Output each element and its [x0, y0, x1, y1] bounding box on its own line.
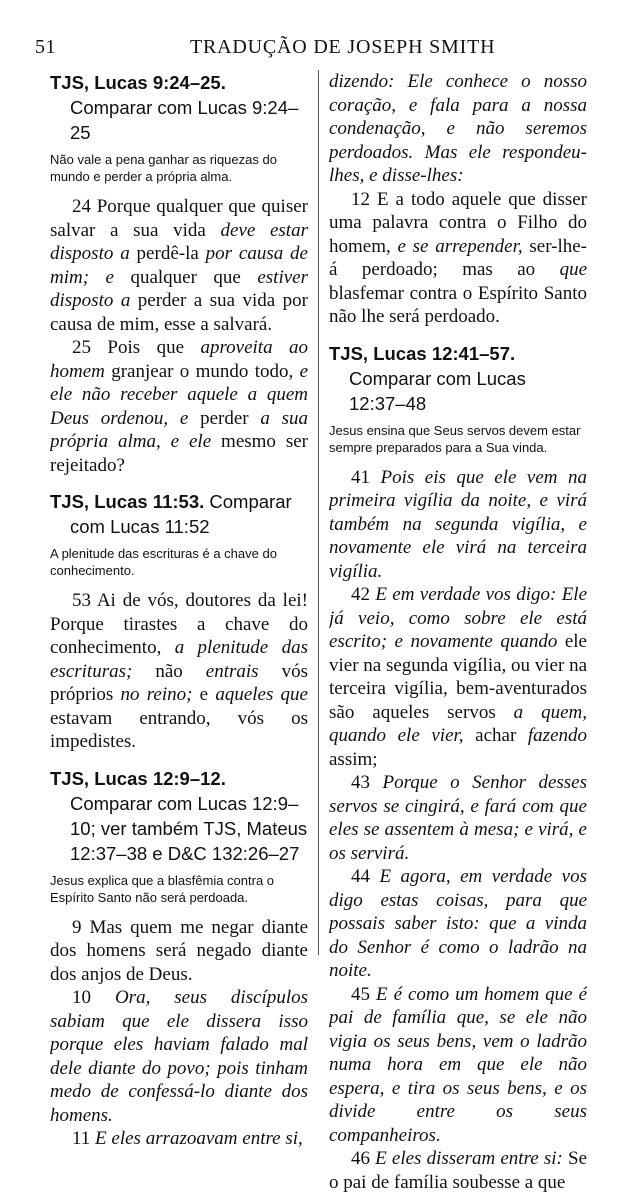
verse-italic-text: e se arrepender, [397, 235, 523, 257]
section-gap [50, 477, 308, 489]
verse-text: perdê-la [129, 243, 206, 264]
section-gap [329, 329, 587, 341]
verse-italic-text: E agora, em verdade vos digo estas coisas, para que possais saber isto: que a vinda do Senhor é como o ladrão na noite. [329, 866, 587, 981]
verse-italic-text: Pois eis que ele vem na primeira vigília da noite, e virá também na segunda vigília, e novamente ele virá na terceira vigília. [329, 466, 587, 582]
verse [50, 589, 308, 754]
verse-text: e [192, 684, 216, 705]
verse-italic-text: E eles disseram entre si: [375, 1148, 563, 1169]
verse-text: achar [463, 725, 528, 746]
verse [329, 983, 587, 1148]
verse-text: 12 E a todo aquele que disser uma palavra contra o Filho do homem, [329, 188, 587, 257]
section-compare: Comparar com Lucas 12:9–10; ver também TJS, Mateus 12:37–38 e D&C 132:26–27 [70, 792, 308, 864]
verse-italic-text: dizendo: Ele conhece o nosso coração, e fala para a nossa condenação, e não seremos perdoados. Mas ele respondeu-lhes, e disse-lhes: [329, 71, 587, 186]
section-reference: TJS, Lucas 12:9–12. [50, 767, 226, 789]
verse-text: granjear o mundo todo, [104, 360, 300, 382]
section-compare: Comparar com Lucas 9:24–25 [70, 97, 299, 143]
section-reference: TJS, Lucas 11:53. [50, 491, 205, 512]
verse [50, 195, 308, 336]
verse-text: 11 [72, 1128, 96, 1149]
verse-text: qualquer que [113, 266, 258, 288]
verse-italic-text: no reino; [120, 684, 193, 705]
verse-text: ele vier na segunda vigília, ou vier na terceira vigília, bem-aventurados são aqueles servos [329, 631, 587, 723]
section-compare: Comparar com Lucas 12:37–48 [349, 367, 526, 414]
section-heading [329, 341, 587, 416]
verse-text: 10 [72, 987, 115, 1008]
section-heading [50, 70, 308, 145]
section-heading [50, 766, 308, 866]
verse-italic-text: e ele não receber aquele a quem Deus ordenou, e [50, 360, 308, 429]
page-header [0, 36, 638, 66]
verse-text: 45 [351, 983, 376, 1005]
verse-text: ser-lhe-á perdoado; mas ao [329, 235, 587, 280]
verse [329, 771, 587, 865]
verse-italic-text: estiver disposto a [50, 266, 308, 311]
verse-text: estavam entrando, vós os impedistes. [50, 707, 308, 752]
verse [50, 986, 308, 1127]
section-compare: Comparar com Lucas 11:52 [70, 491, 292, 537]
section-summary: Não vale a pena ganhar as riquezas do mundo e perder a própria alma. [50, 152, 277, 184]
section-summary: Jesus ensina que Seus servos devem estar sempre preparados para a Sua vinda. [329, 422, 581, 455]
verse-italic-text: que [559, 259, 587, 280]
verse-italic-text: E eles arrazoavam entre si, [95, 1128, 303, 1149]
section-heading [50, 489, 308, 539]
verse-italic-text: entrais [205, 660, 259, 682]
right-column [329, 70, 587, 1194]
verse-text: 42 [351, 584, 376, 605]
section-reference: TJS, Lucas 9:24–25. [50, 72, 226, 93]
verse-text: mesmo ser rejeitado? [50, 431, 308, 476]
page-number: 51 [35, 36, 56, 58]
verse [50, 916, 308, 987]
verse-italic-text: deve estar disposto a [50, 219, 308, 264]
verse-italic-text: a sua própria alma, e ele [50, 407, 308, 452]
verse-italic-text: E é como um homem que é pai de família que, se ele não vigia os seus bens, vem o ladrão numa hora em que ele não espera, e tira os seus bens, e os divide entre os seus companheiros. [329, 983, 587, 1146]
verse-text: 41 [351, 466, 381, 488]
verse [329, 188, 587, 329]
running-title: TRADUÇÃO DE JOSEPH SMITH [190, 36, 496, 58]
verse-italic-text: Porque o Senhor desses servos se cingirá, e fará com que eles se assentem à mesa; e virá, e os servirá. [329, 772, 587, 864]
verse-text: vós próprios [50, 660, 308, 705]
verse-text: 43 [351, 772, 383, 793]
verse-italic-text: por causa de mim; e [50, 243, 308, 288]
verse-text: assim; [329, 748, 378, 770]
section-summary: Jesus explica que a blasfêmia contra o Espírito Santo não será perdoada. [50, 872, 275, 905]
verse [329, 583, 587, 771]
verse-text: não [132, 660, 206, 682]
verse-text: 53 Ai de vós, doutores da lei! Porque tirastes a chave do conhecimento, [50, 590, 308, 658]
verse [329, 865, 587, 983]
verse-text: 9 Mas quem me negar diante dos homens será negado diante dos anjos de Deus. [50, 916, 308, 985]
verse-text: 24 Porque qualquer que quiser salvar a sua vida [50, 196, 308, 241]
verse [329, 1147, 587, 1194]
verse [329, 466, 587, 584]
verse-italic-text: Ora, seus discípulos sabiam que ele dissera isso porque eles haviam falado mal dele diante do povo; pois tinham medo de confessá-lo diante dos homens. [50, 987, 308, 1126]
verse-italic-text: a quem, quando ele vier, [329, 701, 587, 746]
verse-text: blasfemar contra o Espírito Santo não lhe será perdoado. [329, 282, 587, 327]
verse [50, 1127, 308, 1151]
verse-text: 25 Pois que [72, 337, 201, 358]
section-gap [50, 754, 308, 766]
verse-italic-text: a plenitude das escrituras; [50, 637, 308, 682]
verse-text: perder a sua vida por causa de mim, esse a salvará. [50, 290, 308, 335]
verse-text: Se o pai de família soubesse a que [329, 1148, 587, 1193]
verse-text: 46 [351, 1148, 376, 1169]
verse-italic-text: aproveita ao homem [50, 337, 308, 382]
section-summary: A plenitude das escrituras é a chave do conhecimento. [50, 546, 277, 578]
section-reference: TJS, Lucas 12:41–57. [329, 342, 516, 364]
column-divider [318, 70, 319, 955]
verse-italic-text: E em verdade vos digo: Ele já veio, como sobre ele está escrito; e novamente quando [329, 584, 587, 652]
verse-italic-text: fazendo [527, 725, 587, 746]
verse [329, 70, 587, 188]
verse-text: 44 [351, 866, 380, 887]
verse-italic-text: aqueles que [215, 684, 308, 705]
verse [50, 336, 308, 477]
left-column [50, 70, 308, 1151]
verse-text: perder [188, 407, 261, 429]
